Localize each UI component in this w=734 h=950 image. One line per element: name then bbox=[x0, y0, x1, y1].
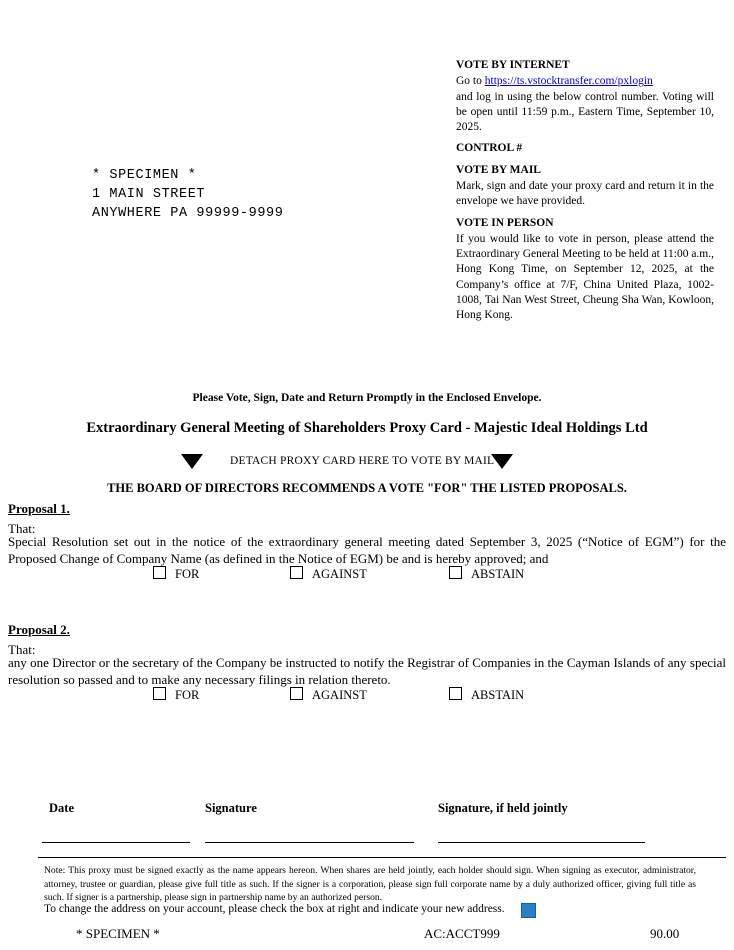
proposal-2-body: any one Director or the secretary of the Company be instructed to notify the Registrar of Companies in the Cayman Islands of any special resolution so passed and to make any necessary filings in relation thereto. bbox=[8, 655, 726, 687]
proposal-1-against-label: AGAINST bbox=[312, 567, 367, 581]
proposal-1-for-checkbox[interactable] bbox=[153, 566, 166, 579]
footer-divider bbox=[38, 857, 726, 858]
vote-internet-body: and log in using the below control number. Voting will be open until 11:59 p.m., Eastern Time, September 10, 2025. bbox=[456, 90, 714, 134]
vote-by-internet-heading: VOTE BY INTERNET bbox=[456, 59, 570, 71]
proposal-1-for-option[interactable] bbox=[153, 566, 199, 582]
triangle-right-icon bbox=[491, 454, 513, 469]
proposal-2-for-label: FOR bbox=[175, 688, 200, 702]
footer-specimen: * SPECIMEN * bbox=[76, 926, 160, 941]
address-line-2: 1 MAIN STREET bbox=[92, 187, 206, 203]
proposal-1-against-checkbox[interactable] bbox=[290, 566, 303, 579]
proposal-1-vote-row bbox=[0, 566, 734, 588]
address-change-instruction: To change the address on your account, please check the box at right and indicate your new address. bbox=[44, 903, 505, 915]
joint-signature-label: Signature, if held jointly bbox=[438, 801, 568, 815]
proposal-2-abstain-label: ABSTAIN bbox=[471, 688, 525, 702]
proposal-1-abstain-checkbox[interactable] bbox=[449, 566, 462, 579]
footer-amount: 90.00 bbox=[650, 926, 680, 941]
detach-instruction: DETACH PROXY CARD HERE TO VOTE BY MAIL bbox=[230, 455, 495, 467]
shareholder-address bbox=[92, 166, 283, 223]
proposal-1-against-option[interactable] bbox=[290, 566, 367, 582]
proposal-1-body: Special Resolution set out in the notice of the extraordinary general meeting dated September 3, 2025 (“Notice of EGM”) for the Proposed Change of Company Name (as defined in the Notice of EGM) be and is hereby approved; and bbox=[8, 534, 726, 566]
proposal-2-that: That: bbox=[8, 642, 36, 657]
joint-signature-input-line[interactable] bbox=[438, 842, 645, 843]
signature-label: Signature bbox=[205, 801, 257, 815]
proposal-2-vote-row bbox=[0, 687, 734, 709]
footer-note: Note: This proxy must be signed exactly as the name appears hereon. When shares are held jointly, each holder should sign. When signing as executor, administrator, attorney, trustee or guardian, please give full title as such. If the signer is a corporation, please sign full corporate name by a duly authorized officer, giving full title as such. If signer is a partnership, please sign in partnership name by an authorized person. bbox=[44, 865, 696, 904]
vote-in-person-heading: VOTE IN PERSON bbox=[456, 216, 554, 229]
page-title: Extraordinary General Meeting of Shareholders Proxy Card - Majestic Ideal Holdings Ltd bbox=[86, 420, 648, 436]
footer-account-number: AC:ACCT999 bbox=[424, 926, 500, 941]
control-number-heading: CONTROL # bbox=[456, 142, 523, 155]
signature-input-line[interactable] bbox=[205, 842, 414, 843]
address-line-1: * SPECIMEN * bbox=[92, 168, 197, 183]
address-line-3: ANYWHERE PA 99999-9999 bbox=[92, 206, 284, 222]
proposal-2-label: Proposal 2. bbox=[8, 622, 70, 637]
voting-instructions bbox=[456, 58, 714, 324]
proposal-2-abstain-option[interactable] bbox=[449, 687, 524, 703]
triangle-left-icon bbox=[181, 454, 203, 469]
vote-internet-link[interactable]: https://ts.vstocktransfer.com/pxlogin bbox=[484, 75, 653, 88]
proposal-2-against-label: AGAINST bbox=[312, 688, 367, 702]
proposal-1-label: Proposal 1. bbox=[8, 501, 70, 516]
vote-by-mail-heading: VOTE BY MAIL bbox=[456, 163, 541, 176]
proposal-1-abstain-option[interactable] bbox=[449, 566, 524, 582]
board-recommendation: THE BOARD OF DIRECTORS RECOMMENDS A VOTE "FOR" THE LISTED PROPOSALS. bbox=[107, 481, 627, 495]
proposal-1-that: That: bbox=[8, 521, 36, 536]
date-input-line[interactable] bbox=[42, 842, 190, 843]
date-label: Date bbox=[49, 801, 74, 815]
proposal-2-against-checkbox[interactable] bbox=[290, 687, 303, 700]
proposal-2-for-checkbox[interactable] bbox=[153, 687, 166, 700]
proposal-2-for-option[interactable] bbox=[153, 687, 199, 703]
proposal-1-for-label: FOR bbox=[175, 567, 200, 581]
vote-internet-url-line bbox=[456, 74, 714, 89]
proposal-2-against-option[interactable] bbox=[290, 687, 367, 703]
vote-mail-body: Mark, sign and date your proxy card and return it in the envelope we have provided. bbox=[456, 179, 714, 208]
proposal-1-abstain-label: ABSTAIN bbox=[471, 567, 525, 581]
vote-person-body: If you would like to vote in person, please attend the Extraordinary General Meeting to be held at 11:00 a.m., Hong Kong Time, on September 12, 2025, at the Company’s office at 7/F, China United Plaza, 1002-1008, Tai Nan West Street, Cheung Sha Wan, Kowloon, Hong Kong. bbox=[456, 232, 714, 322]
proposal-2-abstain-checkbox[interactable] bbox=[449, 687, 462, 700]
address-change-checkbox[interactable] bbox=[521, 903, 536, 918]
goto-label: Go to bbox=[456, 75, 485, 88]
please-vote-heading: Please Vote, Sign, Date and Return Promptly in the Enclosed Envelope. bbox=[192, 392, 542, 404]
